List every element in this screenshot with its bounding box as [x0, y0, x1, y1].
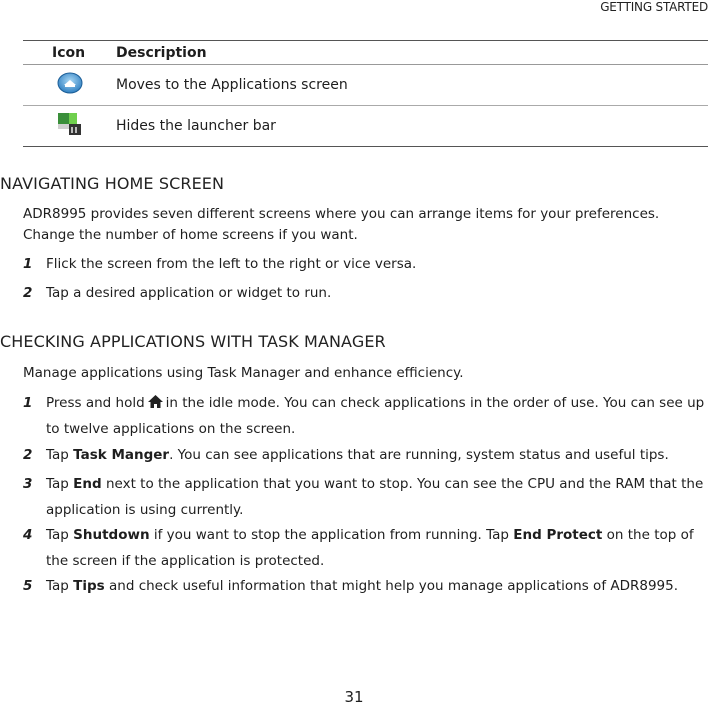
step-number: 1	[23, 256, 33, 272]
step-text: . You can see applications that are running, system status and useful tips.	[169, 447, 669, 463]
description-cell: Moves to the Applications screen	[116, 65, 708, 106]
ui-term: End	[73, 476, 102, 492]
home-icon	[147, 394, 164, 409]
list-item	[23, 442, 708, 468]
column-header-icon: Icon	[23, 41, 116, 65]
step-text: if you want to stop the application from running. Tap	[153, 527, 509, 543]
step-number: 1	[23, 395, 33, 411]
step-text: next to the application that you want to stop. You can see the CPU and the RAM that the application is using currently.	[46, 476, 704, 518]
step-number: 4	[23, 527, 33, 543]
step-text: and check useful information that might help you manage applications of ADR8995.	[109, 578, 679, 594]
applications-icon	[57, 72, 83, 94]
task-manager-intro: Manage applications using Task Manager and enhance efficiency.	[23, 365, 464, 381]
step-number: 2	[23, 285, 33, 301]
list-item	[23, 471, 708, 523]
list-item	[23, 251, 708, 277]
step-text: Tap	[46, 527, 69, 543]
step-number: 2	[23, 447, 33, 463]
table-row	[23, 65, 708, 106]
table-header-row	[23, 41, 708, 65]
hide-launcher-icon	[57, 112, 83, 136]
step-text: Tap a desired application or widget to run.	[46, 285, 332, 301]
list-item	[23, 280, 708, 306]
list-item	[23, 390, 708, 442]
step-text: Tap	[46, 447, 69, 463]
step-text: in the idle mode. You can check applications in the order of use. You can see up to twelve applications on the screen.	[46, 395, 705, 437]
ui-term: End Protect	[513, 527, 603, 543]
description-cell: Hides the launcher bar	[116, 106, 708, 147]
step-text: on the top of the screen if the application is protected.	[46, 527, 694, 569]
ui-term: Task Manger	[73, 447, 170, 463]
step-text: Flick the screen from the left to the right or vice versa.	[46, 256, 417, 272]
table-row	[23, 106, 708, 147]
list-item	[23, 573, 708, 599]
page-number: 31	[344, 688, 364, 706]
navigating-intro: ADR8995 provides seven different screens where you can arrange items for your preferences. Change the number of home screens if you want.	[23, 206, 660, 243]
step-number: 3	[23, 476, 33, 492]
section-header: GETTING STARTED	[600, 0, 708, 14]
navigating-section-title: NAVIGATING HOME SCREEN	[0, 174, 225, 193]
column-header-description: Description	[116, 41, 708, 65]
step-number: 5	[23, 578, 33, 594]
list-item	[23, 522, 708, 574]
icon-description-table	[23, 40, 708, 147]
step-text: Press and hold	[46, 395, 145, 411]
ui-term: Shutdown	[73, 527, 150, 543]
ui-term: Tips	[73, 578, 105, 594]
step-text: Tap	[46, 476, 69, 492]
step-text: Tap	[46, 578, 69, 594]
task-manager-section-title: CHECKING APPLICATIONS WITH TASK MANAGER	[0, 332, 386, 351]
